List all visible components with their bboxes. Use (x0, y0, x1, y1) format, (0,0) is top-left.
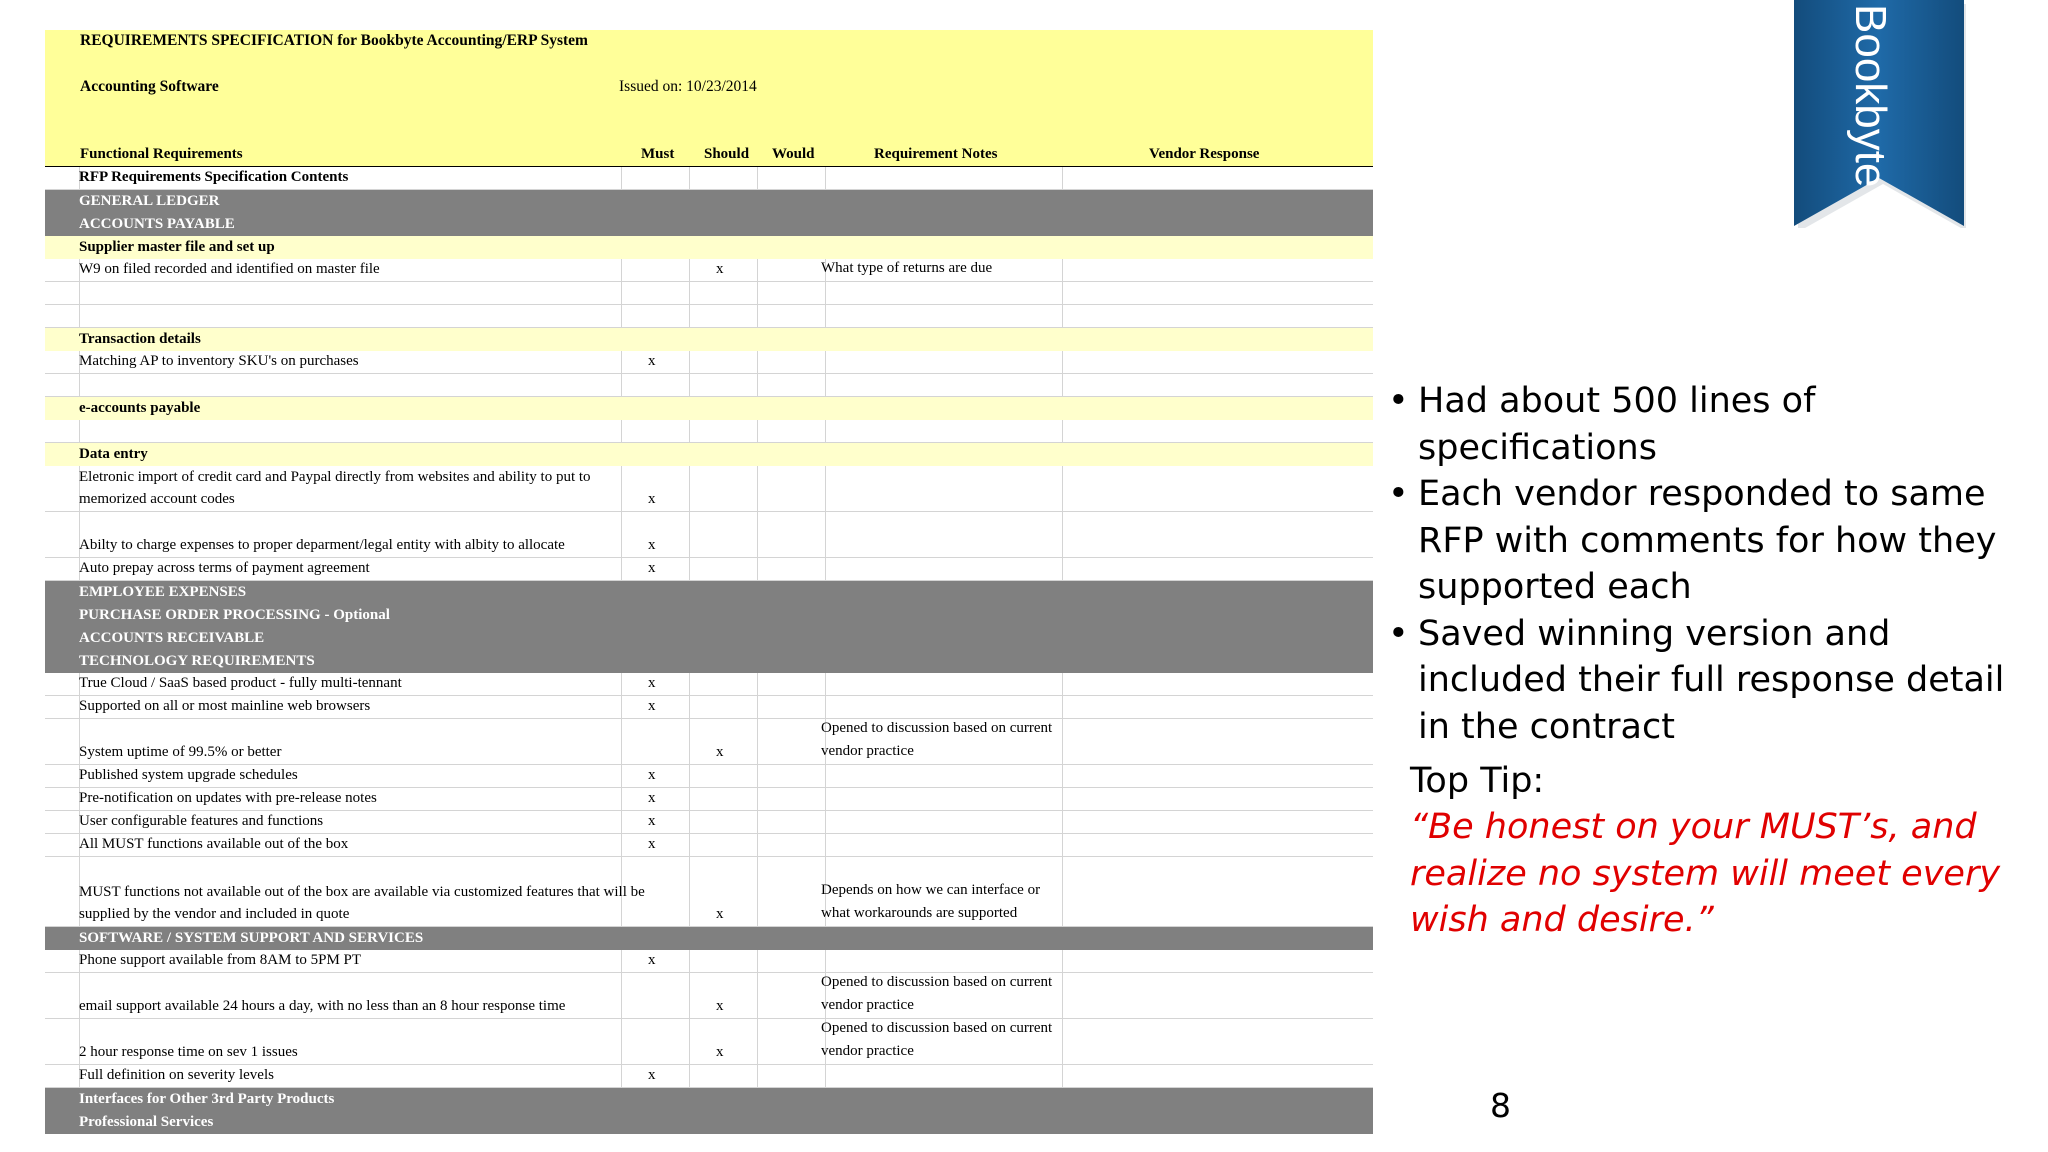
section-header-row (45, 1088, 1373, 1111)
spreadsheet-title: REQUIREMENTS SPECIFICATION for Bookbyte Accounting/ERP System (80, 32, 588, 49)
requirement-row (45, 1019, 1373, 1065)
requirement-row (45, 305, 1373, 328)
bullet-text: Saved winning version and included their full response detail in the contract (1418, 613, 2005, 747)
subsection-row (45, 236, 1373, 259)
should-mark: x (716, 1044, 724, 1060)
spreadsheet-header-block (45, 30, 1373, 144)
bullet-item: • Each vendor responded to same RFP with comments for how they supported each (1388, 474, 1997, 607)
should-mark: x (716, 744, 724, 760)
must-mark: x (648, 836, 656, 852)
must-mark: x (648, 952, 656, 968)
requirement-text: Abilty to charge expenses to proper deparment/legal entity with albity to allocate (79, 537, 565, 553)
requirement-text: RFP Requirements Specification Contents (79, 169, 349, 185)
requirement-text: TECHNOLOGY REQUIREMENTS (79, 653, 315, 669)
section-header-row (45, 1111, 1373, 1134)
bullet-text: Each vendor responded to same RFP with comments for how they supported each (1418, 474, 1997, 607)
requirement-text: ACCOUNTS RECEIVABLE (79, 630, 265, 646)
must-mark: x (648, 491, 656, 507)
requirements-rows (45, 167, 1373, 1134)
requirement-row (45, 351, 1373, 374)
must-mark: x (648, 1067, 656, 1083)
requirement-text: GENERAL LEDGER (79, 193, 220, 209)
requirement-row (45, 811, 1373, 834)
requirement-text: Published system upgrade schedules (79, 767, 298, 783)
subsection-row (45, 397, 1373, 420)
bullet-item: • Saved winning version and included their full response detail in the contract (1388, 613, 2005, 747)
section-header-row (45, 627, 1373, 650)
section-header-row (45, 604, 1373, 627)
requirement-row (45, 719, 1373, 765)
requirement-row (45, 282, 1373, 305)
requirement-note: Opened to discussion based on current vendor practice (821, 1020, 1053, 1059)
requirement-row (45, 788, 1373, 811)
requirement-text: e-accounts payable (79, 400, 201, 416)
must-mark: x (648, 675, 656, 691)
should-mark: x (716, 998, 724, 1014)
tip-title: Top Tip: (1410, 761, 1545, 801)
section-header-row (45, 190, 1373, 213)
bookbyte-logo (1790, 0, 1966, 228)
must-mark: x (648, 813, 656, 829)
requirement-text: Supplier master file and set up (79, 239, 275, 255)
column-header-notes: Requirement Notes (874, 146, 998, 162)
column-header-must: Must (641, 146, 675, 162)
requirement-text: EMPLOYEE EXPENSES (79, 584, 247, 600)
section-header-row (45, 650, 1373, 673)
tip-quote: “Be honest on your MUST’s, and realize no system will meet every wish and desire.” (1410, 807, 2001, 940)
must-mark: x (648, 560, 656, 576)
must-mark: x (648, 790, 656, 806)
requirement-row (45, 950, 1373, 973)
requirement-row (45, 973, 1373, 1019)
requirement-text: email support available 24 hours a day, with no less than an 8 hour response time (79, 998, 566, 1014)
must-mark: x (648, 698, 656, 714)
must-mark: x (648, 537, 656, 553)
bullet-list (1388, 378, 2028, 750)
requirement-row (45, 673, 1373, 696)
requirement-text: Matching AP to inventory SKU's on purchases (79, 353, 359, 369)
must-mark: x (648, 353, 656, 369)
requirement-text: Data entry (79, 446, 148, 462)
requirement-text: Transaction details (79, 331, 201, 347)
requirement-row (45, 1065, 1373, 1088)
column-header-would: Would (772, 146, 815, 162)
requirement-text: Phone support available from 8AM to 5PM PT (79, 952, 362, 968)
issued-date: Issued on: 10/23/2014 (619, 78, 757, 95)
requirement-row (45, 420, 1373, 443)
must-mark: x (648, 767, 656, 783)
column-header-row (45, 143, 1373, 167)
logo-text: Bookbyte (1846, 4, 1895, 188)
section-header-row (45, 581, 1373, 604)
requirement-row (45, 374, 1373, 397)
requirement-text: Professional Services (79, 1114, 214, 1130)
bullet-item: • Had about 500 lines of specifications (1388, 381, 1816, 468)
subsection-row (45, 443, 1373, 466)
requirement-row (45, 512, 1373, 558)
bullet-text: Had about 500 lines of specifications (1418, 381, 1816, 468)
requirement-row (45, 558, 1373, 581)
subsection-row (45, 328, 1373, 351)
requirement-text: User configurable features and functions (79, 813, 324, 829)
requirement-text: Full definition on severity levels (79, 1067, 274, 1083)
requirement-row (45, 466, 1373, 512)
requirement-text: System uptime of 99.5% or better (79, 744, 282, 760)
requirements-spreadsheet (45, 30, 1373, 1142)
requirement-text: W9 on filed recorded and identified on master file (79, 261, 380, 277)
requirement-row (45, 167, 1373, 190)
requirement-text: MUST functions not available out of the box are available via customized features that will be supplied by the vendor and included in quote (79, 884, 645, 922)
requirement-row (45, 834, 1373, 857)
spreadsheet-subtitle: Accounting Software (80, 78, 219, 95)
requirement-row (45, 857, 1373, 927)
requirement-text: Interfaces for Other 3rd Party Products (79, 1091, 335, 1107)
section-header-row (45, 213, 1373, 236)
column-header-functional: Functional Requirements (80, 146, 243, 162)
requirement-note: Opened to discussion based on current vendor practice (821, 720, 1053, 759)
requirement-text: SOFTWARE / SYSTEM SUPPORT AND SERVICES (79, 930, 424, 946)
requirement-text: All MUST functions available out of the box (79, 836, 349, 852)
requirement-row (45, 696, 1373, 719)
requirement-text: Pre-notification on updates with pre-release notes (79, 790, 377, 806)
requirement-row (45, 259, 1373, 282)
requirement-text: True Cloud / SaaS based product - fully multi-tennant (79, 675, 402, 691)
requirement-note: Opened to discussion based on current vendor practice (821, 974, 1053, 1013)
section-header-row (45, 927, 1373, 950)
requirement-text: ACCOUNTS PAYABLE (79, 216, 235, 232)
page-number: 8 (1490, 1086, 1511, 1125)
requirement-note: Depends on how we can interface or what workarounds are supported (821, 882, 1041, 921)
requirement-text: PURCHASE ORDER PROCESSING - Optional (79, 607, 390, 623)
requirement-text: 2 hour response time on sev 1 issues (79, 1044, 298, 1060)
requirement-row (45, 765, 1373, 788)
requirement-text: Supported on all or most mainline web browsers (79, 698, 371, 714)
column-header-should: Should (704, 146, 750, 162)
should-mark: x (716, 261, 724, 277)
column-header-vendor-response: Vendor Response (1149, 146, 1260, 162)
should-mark: x (716, 906, 724, 922)
requirement-text: Eletronic import of credit card and Paypal directly from websites and ability to put to memorized account codes (79, 469, 591, 507)
requirement-text: Auto prepay across terms of payment agreement (79, 560, 370, 576)
requirement-note: What type of returns are due (821, 260, 993, 276)
